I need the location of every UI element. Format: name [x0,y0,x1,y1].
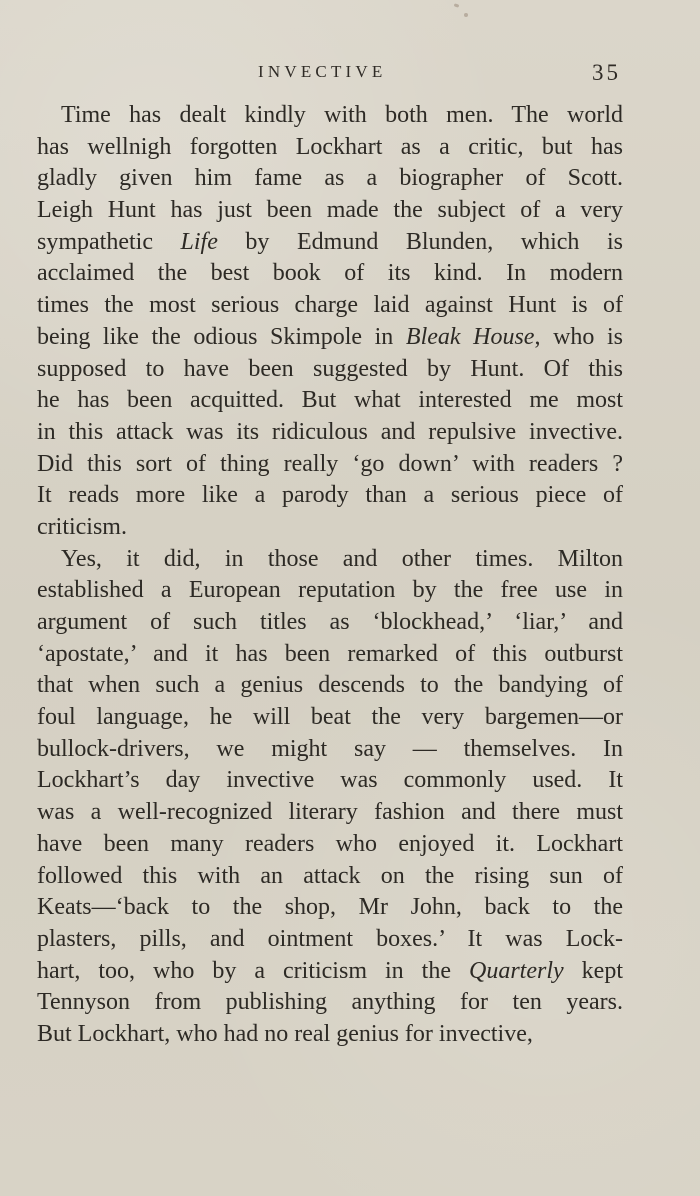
text-line [37,575,623,607]
text-line [37,861,623,893]
text-line [37,702,623,734]
text-line [37,639,623,671]
text-fragment: Time has dealt kindly with both men. The world [61,102,623,128]
text-line [37,924,623,956]
text-fragment: in this attack was its ridiculous and repulsive invective. [37,418,623,445]
text-fragment: followed this with an attack on the rising sun of [37,862,623,889]
text-fragment: Lockhart’s day invective was commonly used. It [37,767,623,794]
text-fragment: was a well-recognized literary fashion and there must [37,799,623,826]
text-fragment: supposed to have been suggested by Hunt. Of this [37,355,623,382]
text-line [37,163,623,195]
text-line [37,322,623,354]
text-line [37,829,623,861]
text-fragment: criticism. [37,513,127,540]
text-fragment: Did this sort of thing really ‘go down’ with readers ? [37,450,623,477]
text-fragment: It reads more like a parody than a serious piece of [37,482,623,509]
text-fragment: being like the odious Skimpole in [37,323,406,350]
text-line [37,354,623,386]
paper-speck [454,3,460,8]
paper-speck [464,13,468,17]
text-line [37,512,623,544]
text-fragment: times the most serious charge laid against Hunt is of [37,292,623,319]
italic-title: Quarterly [469,957,564,984]
text-line [37,449,623,481]
text-fragment: bullock-drivers, we might say — themselves. In [37,735,623,762]
paragraph [37,544,623,1051]
text-fragment: Yes, it did, in those and other times. Milton [61,545,623,572]
text-fragment: gladly given him fame as a biographer of Scott. [37,165,623,192]
text-line [37,290,623,322]
text-fragment: established a European reputation by the free use in [37,577,623,604]
text-fragment: acclaimed the best book of its kind. In modern [37,260,623,287]
body-text [37,100,623,1051]
paragraph [37,100,623,544]
italic-title: Bleak House [405,323,535,350]
text-line [37,670,623,702]
text-fragment: that when such a genius descends to the bandying of [37,672,623,699]
text-line [37,227,623,259]
italic-title: Life [180,228,218,255]
text-line [37,607,623,639]
text-line [37,417,623,449]
text-line [37,1019,623,1051]
text-line [37,480,623,512]
text-fragment: ‘apostate,’ and it has been remarked of this outburst [37,640,623,667]
text-line [37,132,623,164]
page-header [0,56,700,88]
text-fragment: he has been acquitted. But what interested me most [37,387,623,414]
text-fragment: plasters, pills, and ointment boxes.’ It was Lock- [37,925,623,952]
text-line [37,987,623,1019]
text-fragment: Leigh Hunt has just been made the subject of a very [37,197,623,224]
text-fragment: has wellnigh forgotten Lockhart as a critic, but has [37,133,623,160]
text-line [37,765,623,797]
text-fragment: Keats—‘back to the shop, Mr John, back to the [37,894,623,921]
text-fragment: have been many readers who enjoyed it. Lockhart [37,830,623,857]
text-line [37,734,623,766]
running-head: INVECTIVE [258,62,387,81]
text-line [37,892,623,924]
text-fragment: sympathetic [37,228,181,255]
text-line [37,956,623,988]
text-line [37,258,623,290]
text-fragment: , who is [534,323,624,350]
text-fragment: hart, too, who by a criticism in the [37,957,469,984]
text-fragment: kept [563,957,623,984]
text-line [37,544,623,576]
text-fragment: foul language, he will beat the very bargemen—or [37,704,623,731]
text-fragment: by Edmund Blunden, which is [217,228,623,255]
text-line [37,195,623,227]
text-fragment: But Lockhart, who had no real genius for invective, [37,1020,533,1047]
text-fragment: Tennyson from publishing anything for ten years. [37,989,623,1016]
text-line [37,385,623,417]
text-fragment: argument of such titles as ‘blockhead,’ ‘liar,’ and [37,609,623,635]
page-number: 35 [592,60,621,85]
text-line [37,797,623,829]
text-line [37,100,623,132]
